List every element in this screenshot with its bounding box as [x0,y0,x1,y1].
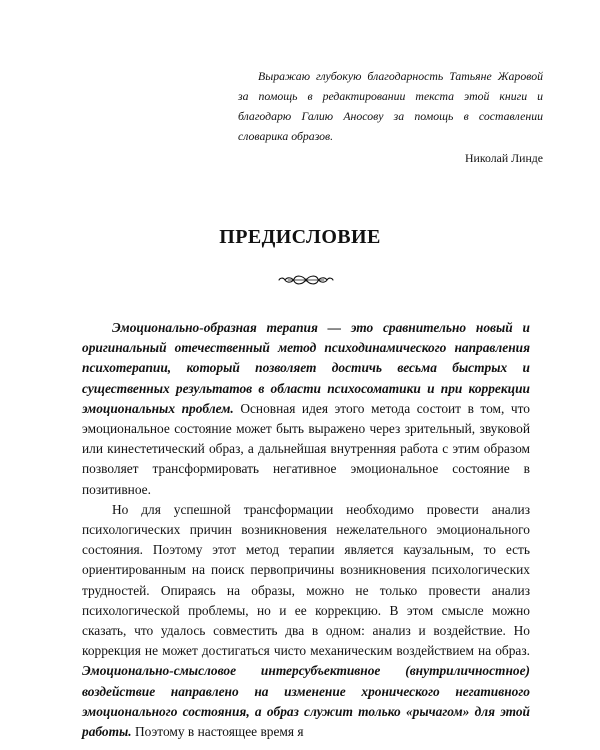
paragraph [82,500,530,742]
body-text [82,318,530,742]
paragraph-emphasis: Эмоционально-смысловое интерсубъективное (внутриличностное) воздействие направлено на изменение хронического негативного эмоционального состояния, а образ служит только «рычагом» для этой работы. [82,663,530,740]
paragraph-text: Основная идея этого метода состоит в том, что эмоциональное состояние может быть выражено через зрительный, звуковой или кинестетический образ, а дальнейшая внутренняя работа с этим образом позволяет трансформировать негативное эмоциональное состояние в позитивное. [82,400,530,497]
paragraph-text: Поэтому в настоящее время я [131,724,304,740]
paragraph-emphasis: Эмоционально-образная терапия — это сравнительно новый и оригинальный отечественный метод психодинамического направления психотерапии, который позволяет достичь весьма быстрых и существенных результатов в области психосоматики и при коррекции эмоциональных проблем. [82,320,530,416]
acknowledgement-text: Выражаю глубокую благодарность Татьяне Жаровой за помощь в редактировании текста этой книги и благодарю Галию Аносову за помощь в составлении словарика образов. [238,69,543,143]
page-title: ПРЕДИСЛОВИЕ [219,226,381,248]
paragraph-text: Но для успешной трансформации необходимо провести анализ психологических причин возникновения нежелательного эмоционального состояния. Поэтому этот метод терапии является каузальным, то есть ориентированным на поиск первопричины возникновения психологических трудностей. Опираясь на образы, можно не только провести анализ психологической проблемы, но и ее коррекцию. В этом смысле можно сказать, что удалось совместить два в одном: анализ и воздействие. Но коррекция не может достигаться чисто механическим воздействием на образ. [82,501,530,659]
flourish-divider-icon [278,272,334,288]
paragraph [82,318,530,500]
acknowledgement-block [238,66,543,166]
acknowledgement-signature: Николай Линде [465,151,543,165]
